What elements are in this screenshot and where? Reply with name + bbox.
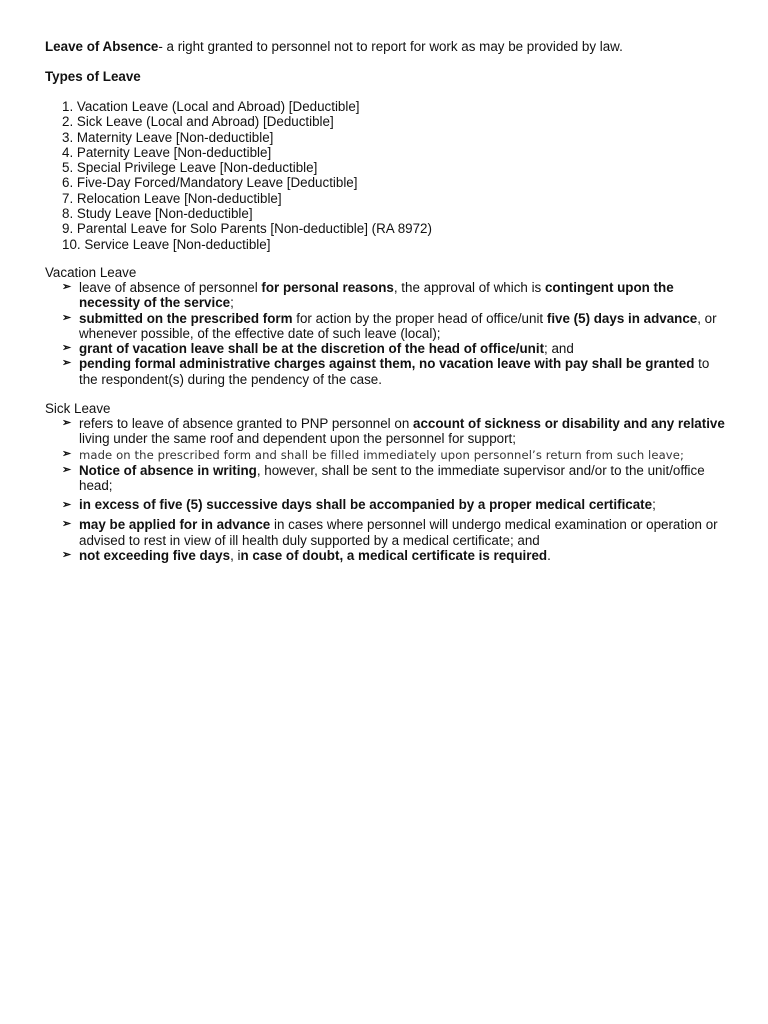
bullet-text: for action by the proper head of office/unit	[292, 310, 547, 326]
intro-definition: - a right granted to personnel not to report for work as may be provided by law.	[158, 39, 623, 54]
arrow-bullet-icon: ➢	[62, 518, 72, 531]
list-item: 1. Vacation Leave (Local and Abroad) [Deductible]	[62, 99, 360, 114]
vacation-leave-heading: Vacation Leave	[45, 265, 137, 280]
bullet-item	[62, 416, 730, 447]
sick-leave-bullets	[62, 416, 730, 563]
bullet-text: in cases where personnel will undergo medical examination or operation or advised to rest in view of ill health duly supported by a medical certificate; and	[79, 517, 718, 548]
bullet-text: living under the same roof and dependent upon the personnel for support;	[79, 431, 516, 447]
bullet-bold-text: not exceeding five days	[79, 548, 231, 564]
bullet-text: .	[547, 548, 551, 564]
bullet-bold-text: may be applied for in advance	[79, 517, 271, 533]
bullet-text: , or whenever possible, of the effective date of such leave (local);	[79, 310, 717, 341]
leave-types-list	[62, 99, 432, 252]
bullet-bold-text: pending formal administrative charges against them, no vacation leave with pay shall be granted	[79, 356, 695, 372]
types-heading: Types of Leave	[45, 69, 141, 84]
bullet-text: leave of absence of personnel	[79, 280, 262, 295]
bullet-item	[62, 341, 730, 356]
arrow-bullet-icon: ➢	[62, 447, 72, 460]
bullet-text: ; and	[544, 341, 574, 357]
list-item: 5. Special Privilege Leave [Non-deductible]	[62, 160, 318, 176]
bullet-bold-text: n case of doubt, a medical certificate is required	[240, 548, 548, 564]
list-item: 2. Sick Leave (Local and Abroad) [Deductible]	[62, 114, 334, 130]
arrow-bullet-icon: ➢	[62, 549, 72, 562]
bullet-item	[62, 280, 730, 311]
arrow-bullet-icon: ➢	[62, 342, 72, 355]
bullet-item	[62, 517, 730, 548]
list-item: 9. Parental Leave for Solo Parents [Non-deductible] (RA 8972)	[62, 221, 432, 237]
bullet-bold-text: submitted on the prescribed form	[79, 310, 293, 326]
bullet-text: refers to leave of absence granted to PNP personnel on	[79, 416, 413, 431]
list-item: 10. Service Leave [Non-deductible]	[62, 236, 271, 252]
list-item: 3. Maternity Leave [Non-deductible]	[62, 129, 274, 145]
bullet-bold-text: contingent upon the necessity of the service	[79, 280, 674, 311]
intro-paragraph	[45, 39, 745, 54]
vacation-leave-bullets	[62, 280, 730, 387]
list-item: 4. Paternity Leave [Non-deductible]	[62, 144, 272, 160]
bullet-item	[62, 496, 730, 514]
arrow-bullet-icon: ➢	[62, 463, 72, 476]
bullet-item	[62, 356, 730, 387]
sick-leave-heading: Sick Leave	[45, 401, 111, 416]
list-item: 7. Relocation Leave [Non-deductible]	[62, 190, 282, 206]
list-item: 8. Study Leave [Non-deductible]	[62, 206, 253, 222]
bullet-bold-text: Notice of absence in writing	[79, 462, 257, 478]
arrow-bullet-icon: ➢	[62, 311, 72, 324]
bullet-bold-text: account of sickness or disability and any relative	[413, 416, 725, 431]
bullet-text: , however, shall be sent to the immediate supervisor and/or to the unit/office head;	[79, 462, 705, 494]
bullet-bold-text: in excess of five (5) successive days shall be accompanied by a proper medical certificate	[79, 497, 653, 513]
bullet-bold-text: for personal reasons	[261, 280, 394, 295]
arrow-bullet-icon: ➢	[62, 281, 72, 293]
bullet-bold-text: five (5) days in advance	[546, 310, 698, 326]
bullet-text: to the respondent(s) during the pendency of the case.	[79, 356, 710, 387]
bullet-text: , the approval of which is	[393, 280, 545, 295]
bullet-text: ;	[652, 497, 656, 513]
bullet-text: made on the prescribed form and shall be filled immediately upon personnel’s return from such leave;	[79, 447, 685, 462]
arrow-bullet-icon: ➢	[62, 499, 72, 512]
bullet-bold-text: grant of vacation leave shall be at the discretion of the head of office/unit	[79, 341, 545, 357]
bullet-text: ;	[230, 295, 234, 311]
intro-term: Leave of Absence	[45, 39, 159, 54]
bullet-text: , i	[230, 548, 241, 564]
list-item: 6. Five-Day Forced/Mandatory Leave [Deductible]	[62, 175, 358, 191]
bullet-item	[62, 311, 730, 342]
bullet-item	[62, 447, 730, 463]
bullet-item	[62, 548, 730, 563]
bullet-item	[62, 463, 730, 494]
arrow-bullet-icon: ➢	[62, 417, 72, 429]
arrow-bullet-icon: ➢	[62, 357, 72, 370]
